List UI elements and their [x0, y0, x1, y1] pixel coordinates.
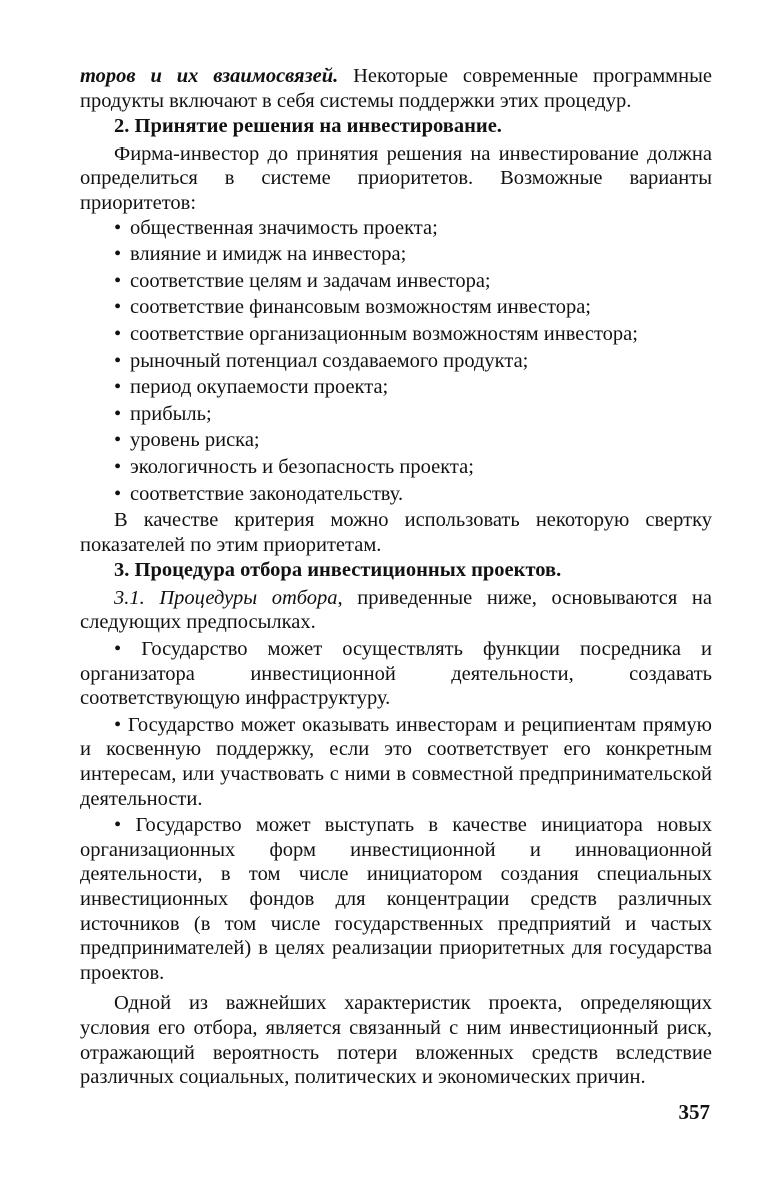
bullet-icon: •	[114, 349, 122, 372]
bullet-icon: •	[114, 243, 122, 266]
intro-paragraph	[80, 64, 712, 113]
bullet-icon: •	[114, 814, 122, 837]
list-item: • соответствие законодательству.	[114, 482, 404, 505]
section-3-1-paragraph	[80, 586, 712, 635]
bullet-icon: •	[114, 216, 122, 239]
section-2-intro: Фирма-инвестор до принятия решения на инвестирование должна определиться в системе приоритетов. Возможные варианты приоритетов:	[80, 142, 712, 214]
list-item: • соответствие организационным возможностям инвестора;	[114, 322, 638, 345]
intro-italic-lead: торов и их взаимосвязей.	[80, 65, 339, 87]
section-3-heading: 3. Процедура отбора инвестиционных проектов.	[114, 559, 562, 582]
premise-paragraph: • Государство может выступать в качестве инициатора новых организационных форм инвестиционной и инновационной деятельности, в том числе инициатором создания специальных инвестиционных фондов для концентрации средств различных источников (в том числе государственных предприятий и частых предпринимателей) в целях реализации приоритетных для государства проектов.	[80, 814, 712, 984]
bullet-icon: •	[114, 638, 122, 661]
closing-paragraph: Одной из важнейших характеристик проекта, определяющих условия его отбора, является связанный с ним инвестиционный риск, отражающий вероятность потери вложенных средств вследствие различных социальных, политических и экономических причин.	[80, 992, 712, 1089]
page-number: 357	[678, 1100, 710, 1124]
page-body	[80, 64, 712, 1090]
bullet-icon: •	[114, 296, 122, 319]
bullet-icon: •	[114, 429, 122, 452]
premise-paragraph: • Государство может оказывать инвесторам и реципиентам прямую и косвенную поддержку, если это соответствует его конкретным интересам, или участвовать с ними в совместной предпринимательской деятельности.	[80, 713, 712, 810]
list-item: • экологичность и безопасность проекта;	[114, 455, 474, 478]
priority-list	[80, 216, 712, 507]
bullet-icon: •	[114, 713, 122, 736]
section-2-heading: 2. Принятие решения на инвестирование.	[114, 115, 502, 138]
section-3-1-text: , приведенные ниже, основываются на следующих предпосылках.	[80, 586, 713, 634]
list-item: • общественная значимость проекта;	[114, 216, 438, 239]
bullet-icon: •	[114, 482, 122, 505]
bullet-icon: •	[114, 455, 122, 478]
list-item: • влияние и имидж на инвестора;	[114, 243, 407, 266]
list-item: • уровень риска;	[114, 429, 260, 452]
bullet-icon: •	[114, 269, 122, 292]
list-item: • прибыль;	[114, 402, 212, 425]
section-3-1-label: 3.1. Процедуры отбора	[114, 586, 338, 609]
premise-paragraph: • Государство может осуществлять функции посредника и организатора инвестиционной деятельности, создавать соответствующую инфраструктуру.	[80, 638, 713, 710]
intro-text: Некоторые современные программные продукты включают в себя системы поддержки этих процедур.	[80, 65, 712, 112]
list-item: • соответствие финансовым возможностям инвестора;	[114, 296, 591, 319]
list-item: • рыночный потенциал создаваемого продукта;	[114, 349, 529, 372]
list-item: • период окупаемости проекта;	[114, 376, 389, 399]
bullet-icon: •	[114, 376, 122, 399]
bullet-icon: •	[114, 402, 122, 425]
bullet-icon: •	[114, 322, 122, 345]
list-item: • соответствие целям и задачам инвестора;	[114, 269, 491, 292]
section-2-conclusion: В качестве критерия можно использовать некоторую свертку показателей по этим приоритетам.	[80, 509, 712, 556]
